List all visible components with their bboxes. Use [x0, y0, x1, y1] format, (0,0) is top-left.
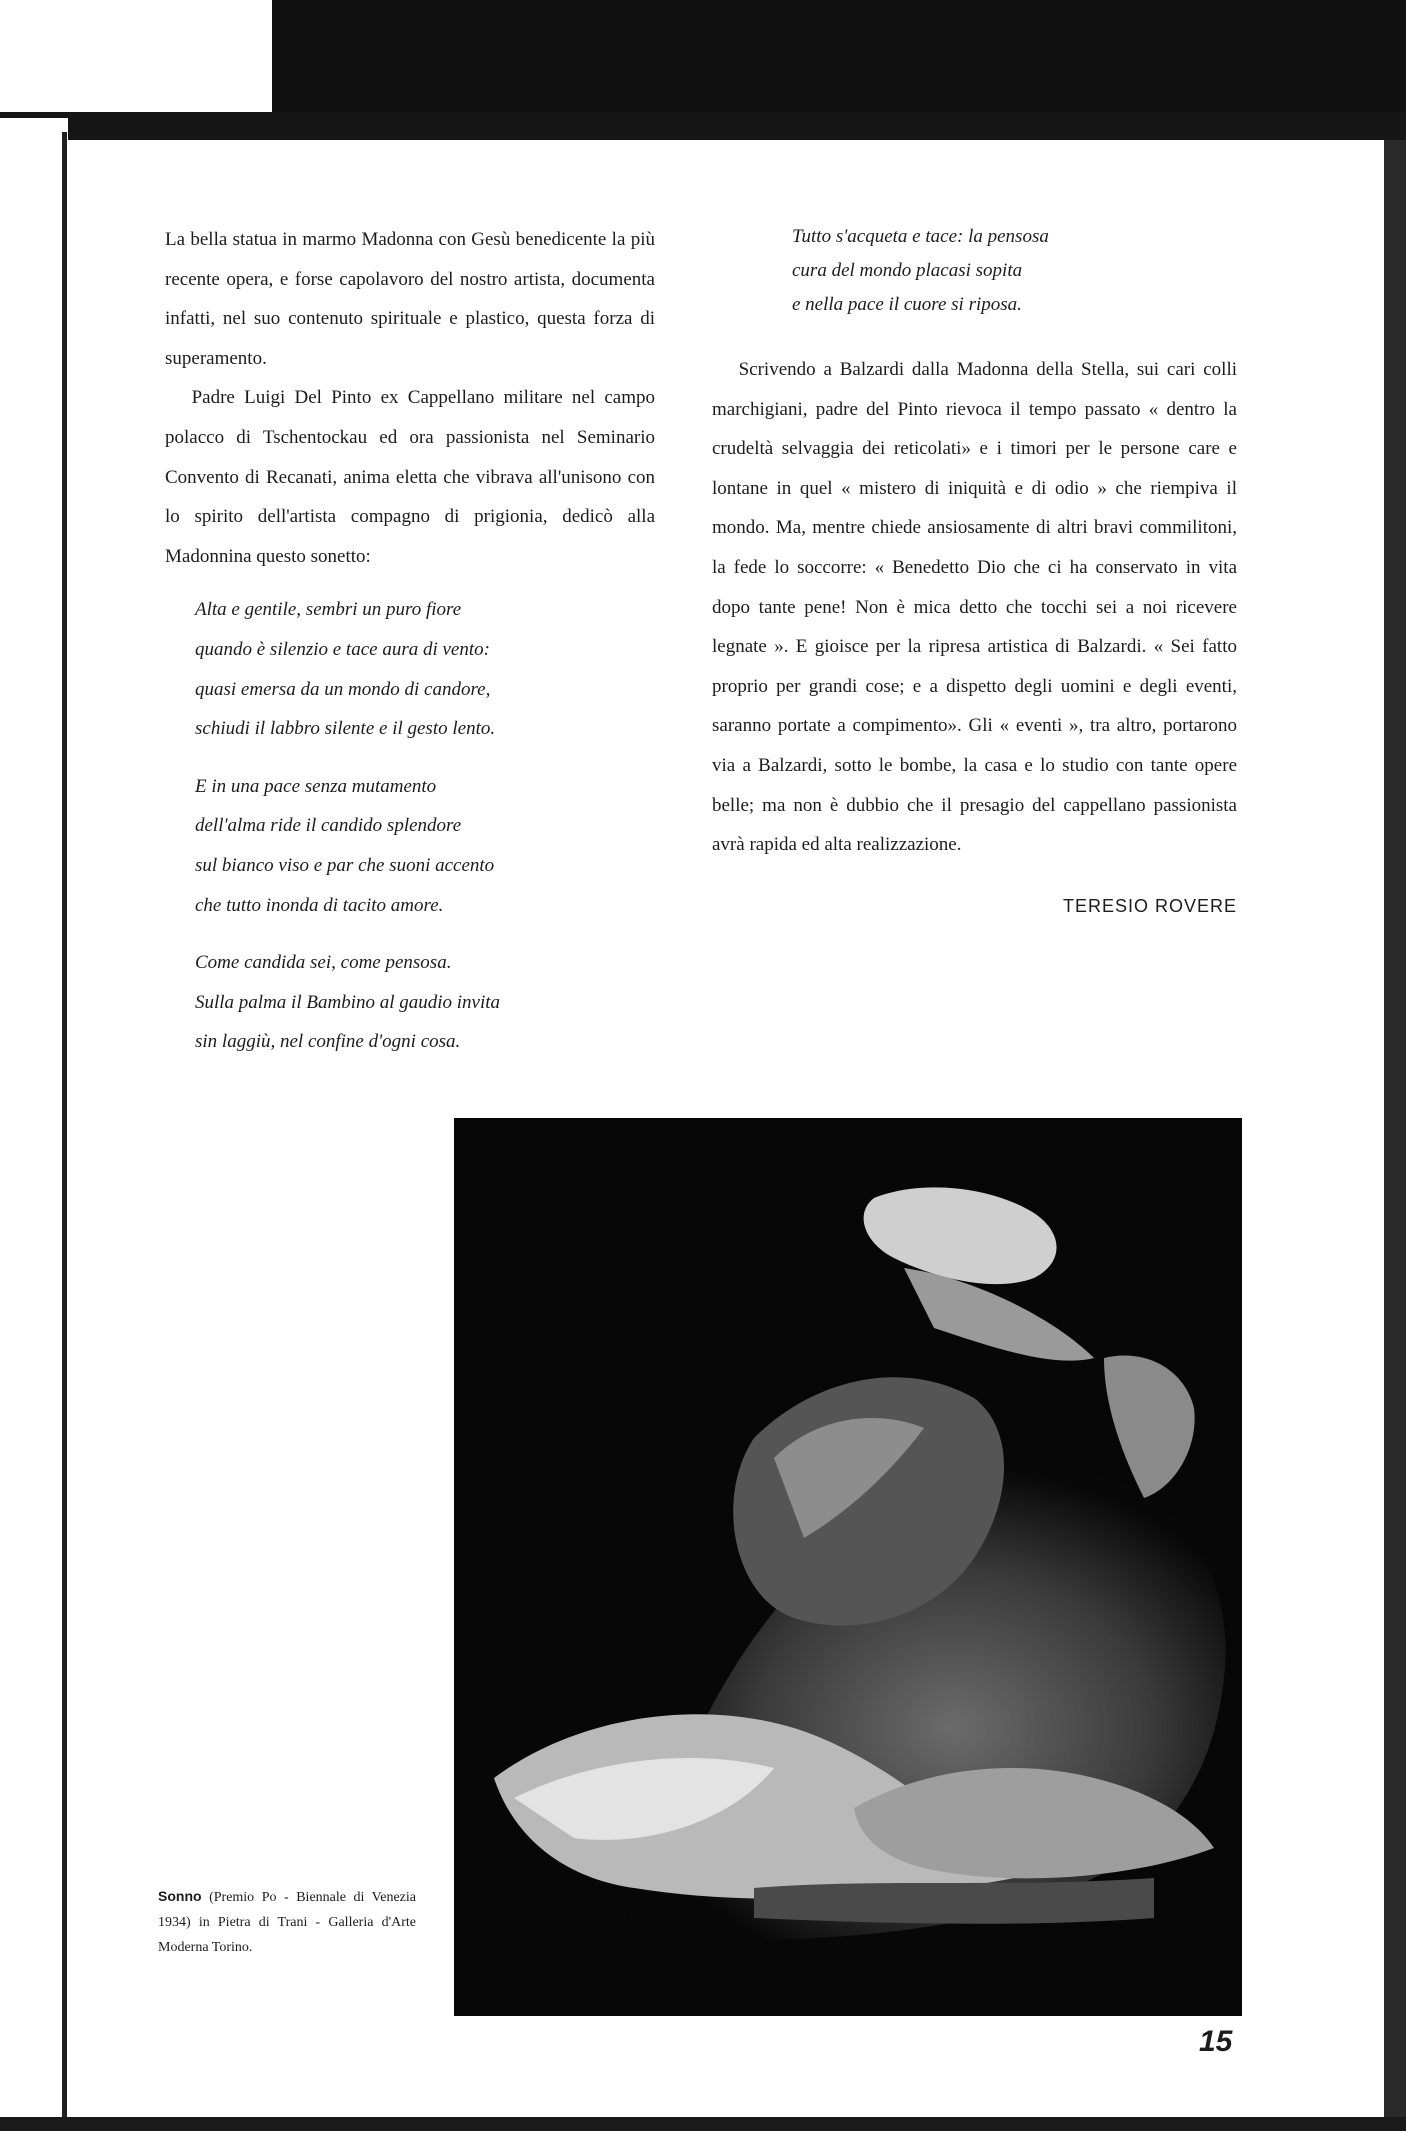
sonnet-line: che tutto inonda di tacito amore. [195, 894, 444, 916]
sonnet-ending [712, 220, 1237, 322]
sonnet-line: quando è silenzio e tace aura di vento: [195, 638, 490, 660]
left-paragraph-1: La bella statua in marmo Madonna con Gesù benedicente la più recente opera, e forse capolavoro del nostro artista, documenta infatti, nel suo contenuto spirituale e plastico, questa forza di superamento. [165, 229, 655, 369]
caption-title: Sonno [158, 1888, 202, 1904]
scan-bottom-border [0, 2117, 1406, 2131]
left-column [165, 220, 655, 1062]
sonnet-line: sin laggiù, nel confine d'ogni cosa. [195, 1031, 461, 1053]
sonnet-line: E in una pace senza mutamento [195, 775, 437, 797]
sonnet-line: Tutto s'acqueta e tace: la pensosa [792, 226, 1049, 247]
sonnet-line: Sulla palma il Bambino al gaudio invita [195, 991, 501, 1013]
sonnet-line: Alta e gentile, sembri un puro fiore [195, 599, 462, 621]
sonnet-line: quasi emersa da un mondo di candore, [195, 678, 491, 700]
sonnet-line: sul bianco viso e par che suoni accento [195, 854, 495, 876]
right-column [712, 220, 1237, 926]
right-paragraph-1: Scrivendo a Balzardi dalla Madonna della Stella, sui cari colli marchigiani, padre del Pinto rievoca il tempo passato « dentro la crudeltà selvaggia dei reticolati» e i timori per le persone care e lontane in quel « mistero di iniquità e di odio » che riempiva il mondo. Ma, mentre chiede ansiosamente di altri bravi commilitoni, la fede lo soccorre: « Benedetto Dio che ci ha conservato in vita dopo tante pene! Non è mica detto che tocchi sei a noi ricevere legnate ». E gioisce per la ripresa artistica di Balzardi. « Sei fatto proprio per grandi cose; e a dispetto degli uomini e degli eventi, saranno portate a compimento». Gli « eventi », tra altro, portarono via a Balzardi, sotto le bombe, la casa e lo studio con tante opere belle; ma non è dubbio che il presagio del cappellano passionista avrà rapida ed alta realizzazione. [712, 359, 1237, 856]
scan-right-border [1384, 140, 1406, 2117]
sonnet-line: schiudi il labbro silente e il gesto lento. [195, 718, 496, 740]
sculpture-image [454, 1118, 1242, 2016]
scan-top-band [0, 112, 1406, 140]
sonnet-line: dell'alma ride il candido splendore [195, 815, 462, 837]
sonnet-line: e nella pace il cuore si riposa. [792, 294, 1022, 315]
scan-left-border [62, 132, 67, 2131]
page-number: 15 [1199, 2025, 1233, 2058]
left-paragraph-2: Padre Luigi Del Pinto ex Cappellano militare nel campo polacco di Tschentockau ed ora passionista nel Seminario Convento di Recanati, anima eletta che vibrava all'unisono con lo spirito dell'artista compagno di prigionia, dedicò alla Madonnina questo sonetto: [165, 387, 655, 567]
sonnet [165, 590, 655, 1062]
sonnet-line: Come candida sei, come pensosa. [195, 952, 452, 974]
sonnet-line: cura del mondo placasi sopita [792, 260, 1023, 281]
sculpture-photo [454, 1118, 1242, 2016]
photo-caption [158, 1884, 416, 1960]
author-signature: TERESIO ROVERE [1062, 895, 1237, 916]
scan-left-margin [0, 118, 68, 2131]
caption-text: (Premio Po - Biennale di Venezia 1934) in Pietra di Trani - Galleria d'Arte Moderna Torino. [158, 1890, 416, 1955]
